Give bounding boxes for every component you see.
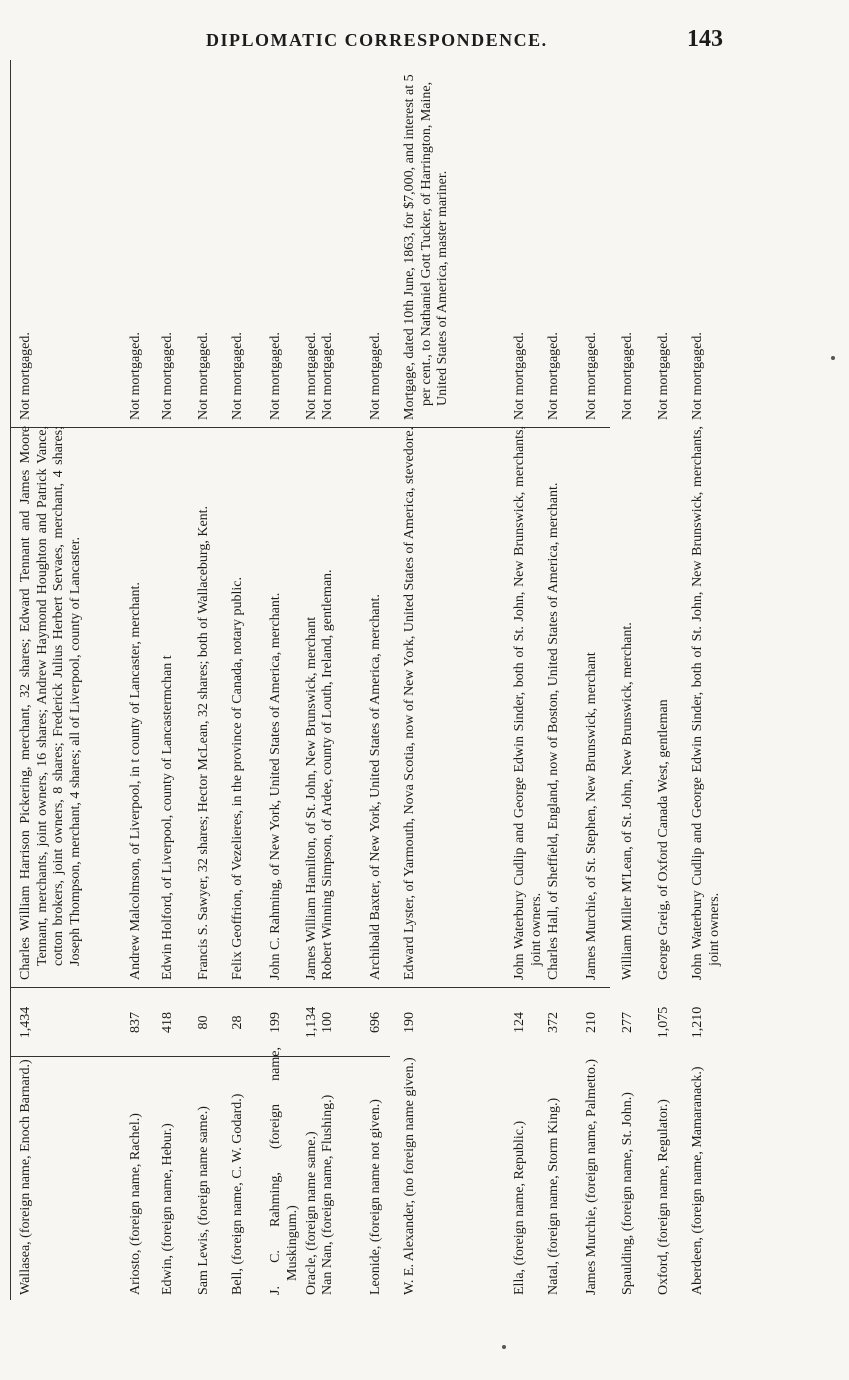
tonnage: 1,075 bbox=[656, 1006, 671, 1039]
owners: John C. Rahming, of New York, United States of America, merchant. bbox=[268, 592, 283, 980]
tonnage: 277 bbox=[620, 1012, 635, 1033]
tonnage: 210 bbox=[584, 1012, 599, 1033]
owners: Charles William Harrison Pickering, merchant, 32 shares; Edward Tennant and James Moore Tennant, merchants, joint owners, 16 shares; Andrew Haymond Houghton and Patrick Vance, cotton brokers, joint owners, 8 shares; Frederick Julius Herbert Servaes, merchant, 4 shares; Joseph Thompson, merchant, 4 shares; all of Liverpool, county of Lancaster. bbox=[18, 426, 83, 980]
tonnage: 124 bbox=[512, 1012, 527, 1033]
ink-speck bbox=[831, 356, 835, 360]
owners: George Greig, of Oxford Canada West, gentleman bbox=[656, 699, 671, 980]
owners: Andrew Malcolmson, of Liverpool, in t county of Lancaster, merchant. bbox=[128, 582, 143, 980]
owners: Archibald Baxter, of New York, United States of America, merchant. bbox=[368, 594, 383, 980]
tonnage: 372 bbox=[546, 1012, 561, 1033]
mortgage-status: Not mortgaged. bbox=[656, 332, 671, 420]
owners: Francis S. Sawyer, 32 shares; Hector McLean, 32 shares; both of Wallaceburg, Kent. bbox=[196, 505, 211, 980]
vessel-name: Oxford, (foreign name, Regulator.) bbox=[656, 1099, 671, 1295]
tonnage: 696 bbox=[368, 1012, 383, 1033]
mortgage-status: Not mortgaged. bbox=[268, 332, 283, 420]
mortgage-status: Mortgage, dated 10th June, 1863, for $7,000, and interest at 5 per cent., to Nathaniel Gott Tucker, of Harrington, Maine, United States of America, master mariner. bbox=[402, 74, 450, 420]
vessel-name: Ariosto, (foreign name, Rachel.) bbox=[128, 1113, 143, 1295]
vessel-name: W. E. Alexander, (no foreign name given.) bbox=[402, 1057, 417, 1295]
owners: Edwin Holford, of Liverpool, county of Lancastermchan t bbox=[160, 655, 175, 980]
ink-speck bbox=[502, 1345, 506, 1349]
page-number: 143 bbox=[687, 26, 723, 52]
mortgage-status: Not mortgaged. bbox=[320, 332, 335, 420]
tonnage: 1,134 bbox=[304, 1006, 319, 1039]
mortgage-status: Not mortgaged. bbox=[368, 332, 383, 420]
vessel-name: Nan Nan, (foreign name, Flushing.) bbox=[320, 1094, 335, 1295]
ship-registry-table bbox=[10, 60, 730, 1300]
page-header-title: DIPLOMATIC CORRESPONDENCE. bbox=[206, 30, 548, 50]
vessel-name: Sam Lewis, (foreign name same.) bbox=[196, 1106, 211, 1295]
tonnage: 199 bbox=[268, 1012, 283, 1033]
mortgage-status: Not mortgaged. bbox=[546, 332, 561, 420]
owners: Robert Winning Simpson, of Ardee, county of Louth, Ireland, gentleman. bbox=[320, 569, 335, 980]
tonnage: 190 bbox=[402, 1012, 417, 1033]
mortgage-status: Not mortgaged. bbox=[128, 332, 143, 420]
tonnage: 418 bbox=[160, 1012, 175, 1033]
owners: Felix Geoffrion, of Vezelieres, in the province of Canada, notary public. bbox=[230, 576, 245, 980]
owners: William Miller M'Lean, of St. John, New Brunswick, merchant. bbox=[620, 622, 635, 980]
mortgage-status: Not mortgaged. bbox=[160, 332, 175, 420]
vessel-name: Wallasea, (foreign name, Enoch Barnard.) bbox=[18, 1059, 33, 1295]
tonnage: 837 bbox=[128, 1012, 143, 1033]
vessel-name: Bell, (foreign name, C. W. Godard.) bbox=[230, 1093, 245, 1295]
owners: Charles Hall, of Sheffield, England, now of Boston, United States of America, merchant. bbox=[546, 482, 561, 980]
vessel-name: Aberdeen, (foreign name, Mamaranack.) bbox=[690, 1066, 705, 1295]
tonnage: 1,434 bbox=[18, 1006, 33, 1039]
owners: John Waterbury Cudlip and George Edwin Sinder, both of St. John, New Brunswick, merchants, joint owners. bbox=[512, 426, 544, 980]
mortgage-status: Not mortgaged. bbox=[304, 332, 319, 420]
vessel-name: Edwin, (foreign name, Hebur.) bbox=[160, 1123, 175, 1295]
mortgage-status: Not mortgaged. bbox=[512, 332, 527, 420]
vessel-name: Spaulding, (foreign name, St. John.) bbox=[620, 1092, 635, 1295]
table-top-rule bbox=[10, 60, 11, 1300]
tonnage: 1,210 bbox=[690, 1006, 705, 1039]
mortgage-status: Not mortgaged. bbox=[584, 332, 599, 420]
owners: James William Hamilton, of St. John, New Brunswick, merchant bbox=[304, 616, 319, 980]
mortgage-status: Not mortgaged. bbox=[620, 332, 635, 420]
column-divider-owners bbox=[10, 987, 610, 988]
vessel-name: Oracle, (foreign name same.) bbox=[304, 1131, 319, 1295]
owners: Edward Lyster, of Yarmouth, Nova Scotia, now of New York, United States of America, stevedore. bbox=[402, 426, 417, 980]
vessel-name: Ella, (foreign name, Republic.) bbox=[512, 1120, 527, 1295]
vessel-name: Natal, (foreign name, Storm King.) bbox=[546, 1097, 561, 1295]
vessel-name: James Murchie, (foreign name, Palmetto.) bbox=[584, 1059, 599, 1295]
vessel-name: Leonide, (foreign name not given.) bbox=[368, 1099, 383, 1295]
mortgage-status: Not mortgaged. bbox=[690, 332, 705, 420]
owners: James Murchie, of St. Stephen, New Brunswick, merchant bbox=[584, 652, 599, 980]
mortgage-status: Not mortgaged. bbox=[196, 332, 211, 420]
tonnage: 80 bbox=[196, 1015, 211, 1030]
tonnage: 100 bbox=[320, 1012, 335, 1033]
mortgage-status: Not mortgaged. bbox=[18, 332, 33, 420]
owners: John Waterbury Cudlip and George Edwin Sinder, both of St. John, New Brunswick, merchants, joint owners. bbox=[690, 426, 722, 980]
mortgage-status: Not mortgaged. bbox=[230, 332, 245, 420]
vessel-name: J. C. Rahming, (foreign name, Muskingum.) bbox=[268, 1047, 300, 1295]
tonnage: 28 bbox=[230, 1015, 245, 1030]
